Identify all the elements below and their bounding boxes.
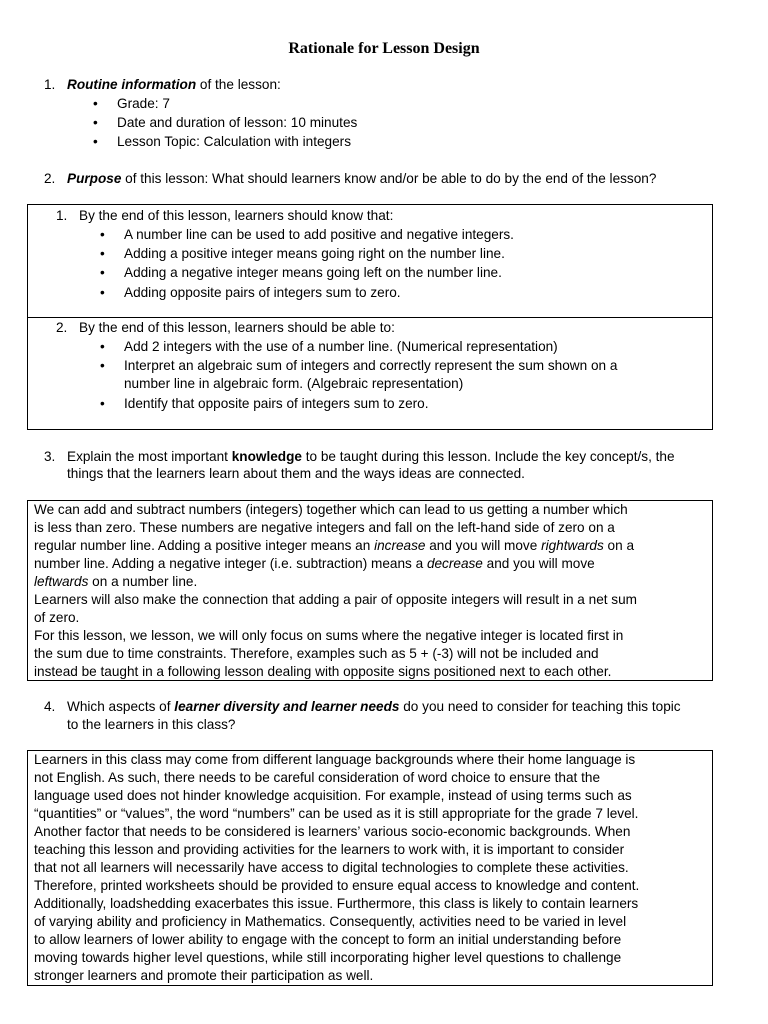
text-line: to allow learners of lower ability to engage with the concept to form an initial understanding before xyxy=(34,932,622,947)
text-run: on a number line. xyxy=(88,574,198,589)
list-item: • A number line can be used to add positive and negative integers. xyxy=(124,226,514,244)
text-line: stronger learners and promote their participation as well. xyxy=(34,968,374,983)
text-line: Learners will also make the connection that adding a pair of opposite integers will result in a net sum xyxy=(34,592,637,607)
section-heading xyxy=(67,76,281,94)
section-number: 3. xyxy=(44,449,56,464)
section-heading-line2: to the learners in this class? xyxy=(67,717,236,732)
text-emphasis: increase xyxy=(374,538,426,553)
text-line: of varying ability and proficiency in Mathematics. Consequently, activities need to be varied in level xyxy=(34,914,627,929)
list-item-continuation: number line in algebraic form. (Algebraic representation) xyxy=(124,376,464,391)
text-run: on a xyxy=(603,538,635,553)
purpose-table xyxy=(27,204,713,430)
text-line: of zero. xyxy=(34,610,80,625)
text-emphasis: rightwards xyxy=(541,538,604,553)
heading-text: Explain the most important xyxy=(67,449,232,464)
diversity-text xyxy=(34,751,710,985)
section-heading xyxy=(67,170,656,188)
list-item: • Adding a negative integer means going left on the number line. xyxy=(124,264,502,282)
heading-text: of the lesson: xyxy=(196,77,281,92)
section-heading xyxy=(67,698,681,716)
list-item: • Adding a positive integer means going right on the number line. xyxy=(124,245,505,263)
text-line: Therefore, printed worksheets should be provided to ensure equal access to knowledge and content. xyxy=(34,878,640,893)
text-line xyxy=(34,573,710,591)
row-number: 1. xyxy=(56,208,68,223)
text-line: Learners in this class may come from different language backgrounds where their home language is xyxy=(34,752,636,767)
list-item: • Adding opposite pairs of integers sum to zero. xyxy=(124,284,401,302)
heading-text: of this lesson: What should learners know and/or be able to do by the end of the lesson? xyxy=(121,171,657,186)
list-item: • Identify that opposite pairs of integers sum to zero. xyxy=(124,395,429,413)
heading-text: do you need to consider for teaching this topic xyxy=(399,699,681,714)
list-item: • Interpret an algebraic sum of integers and correctly represent the sum shown on a xyxy=(124,357,617,375)
text-line: For this lesson, we lesson, we will only focus on sums where the negative integer is located first in xyxy=(34,628,624,643)
section-number: 4. xyxy=(44,699,56,714)
text-line: Additionally, loadshedding exacerbates this issue. Furthermore, this class is likely to contain learners xyxy=(34,896,639,911)
text-line: the sum due to time constraints. Therefore, examples such as 5 + (-3) will not be included and xyxy=(34,646,599,661)
section-heading xyxy=(67,448,675,466)
list-item: • Grade: 7 xyxy=(117,95,170,113)
heading-emphasis: knowledge xyxy=(231,449,302,464)
text-line: instead be taught in a following lesson dealing with opposite signs positioned next to each other. xyxy=(34,664,612,679)
text-line: teaching this lesson and providing activities for the learners to work with, it is important to consider xyxy=(34,842,625,857)
heading-emphasis: Purpose xyxy=(67,171,122,186)
text-run: number line. Adding a negative integer (i.e. subtraction) means a xyxy=(34,556,427,571)
text-line: We can add and subtract numbers (integers) together which can lead to us getting a number which xyxy=(34,502,628,517)
section-heading-line2: things that the learners learn about them and the ways ideas are connected. xyxy=(67,466,525,481)
section-number: 2. xyxy=(44,171,56,186)
text-line: “quantities” or “values”, the word “numbers” can be used as it is still appropriate for the grade 7 level. xyxy=(34,806,639,821)
text-run: regular number line. Adding a positive integer means an xyxy=(34,538,375,553)
heading-emphasis: Routine information xyxy=(67,77,197,92)
list-item: • Add 2 integers with the use of a number line. (Numerical representation) xyxy=(124,338,558,356)
text-run: and you will move xyxy=(482,556,595,571)
text-line: is less than zero. These numbers are negative integers and fall on the left-hand side of zero on a xyxy=(34,520,615,535)
row-lead: By the end of this lesson, learners should be able to: xyxy=(79,320,395,335)
knowledge-text xyxy=(34,501,710,681)
text-emphasis: decrease xyxy=(426,556,483,571)
page-title: Rationale for Lesson Design xyxy=(288,40,480,57)
section-number: 1. xyxy=(44,77,56,92)
knowledge-box xyxy=(27,500,713,681)
text-line xyxy=(34,537,710,555)
row-number: 2. xyxy=(56,320,68,335)
table-divider xyxy=(28,317,712,318)
heading-text: to be taught during this lesson. Include the key concept/s, the xyxy=(301,449,675,464)
row-lead: By the end of this lesson, learners should know that: xyxy=(79,208,394,223)
text-line: Another factor that needs to be considered is learners’ various socio-economic backgrounds. When xyxy=(34,824,631,839)
text-emphasis: leftwards xyxy=(34,574,89,589)
text-line: not English. As such, there needs to be careful consideration of word choice to ensure that the xyxy=(34,770,600,785)
list-item: • Date and duration of lesson: 10 minutes xyxy=(117,114,357,132)
text-line: language used does not hinder knowledge acquisition. For example, instead of using terms such as xyxy=(34,788,632,803)
list-item: • Lesson Topic: Calculation with integers xyxy=(117,133,351,151)
heading-emphasis: learner diversity and learner needs xyxy=(174,699,400,714)
text-line: that not all learners will necessarily have access to digital technologies to complete these activities. xyxy=(34,860,629,875)
heading-text: Which aspects of xyxy=(67,699,175,714)
text-line: moving towards higher level questions, while still incorporating higher level questions to challenge xyxy=(34,950,622,965)
diversity-box xyxy=(27,750,713,986)
text-run: and you will move xyxy=(425,538,542,553)
text-line xyxy=(34,555,710,573)
